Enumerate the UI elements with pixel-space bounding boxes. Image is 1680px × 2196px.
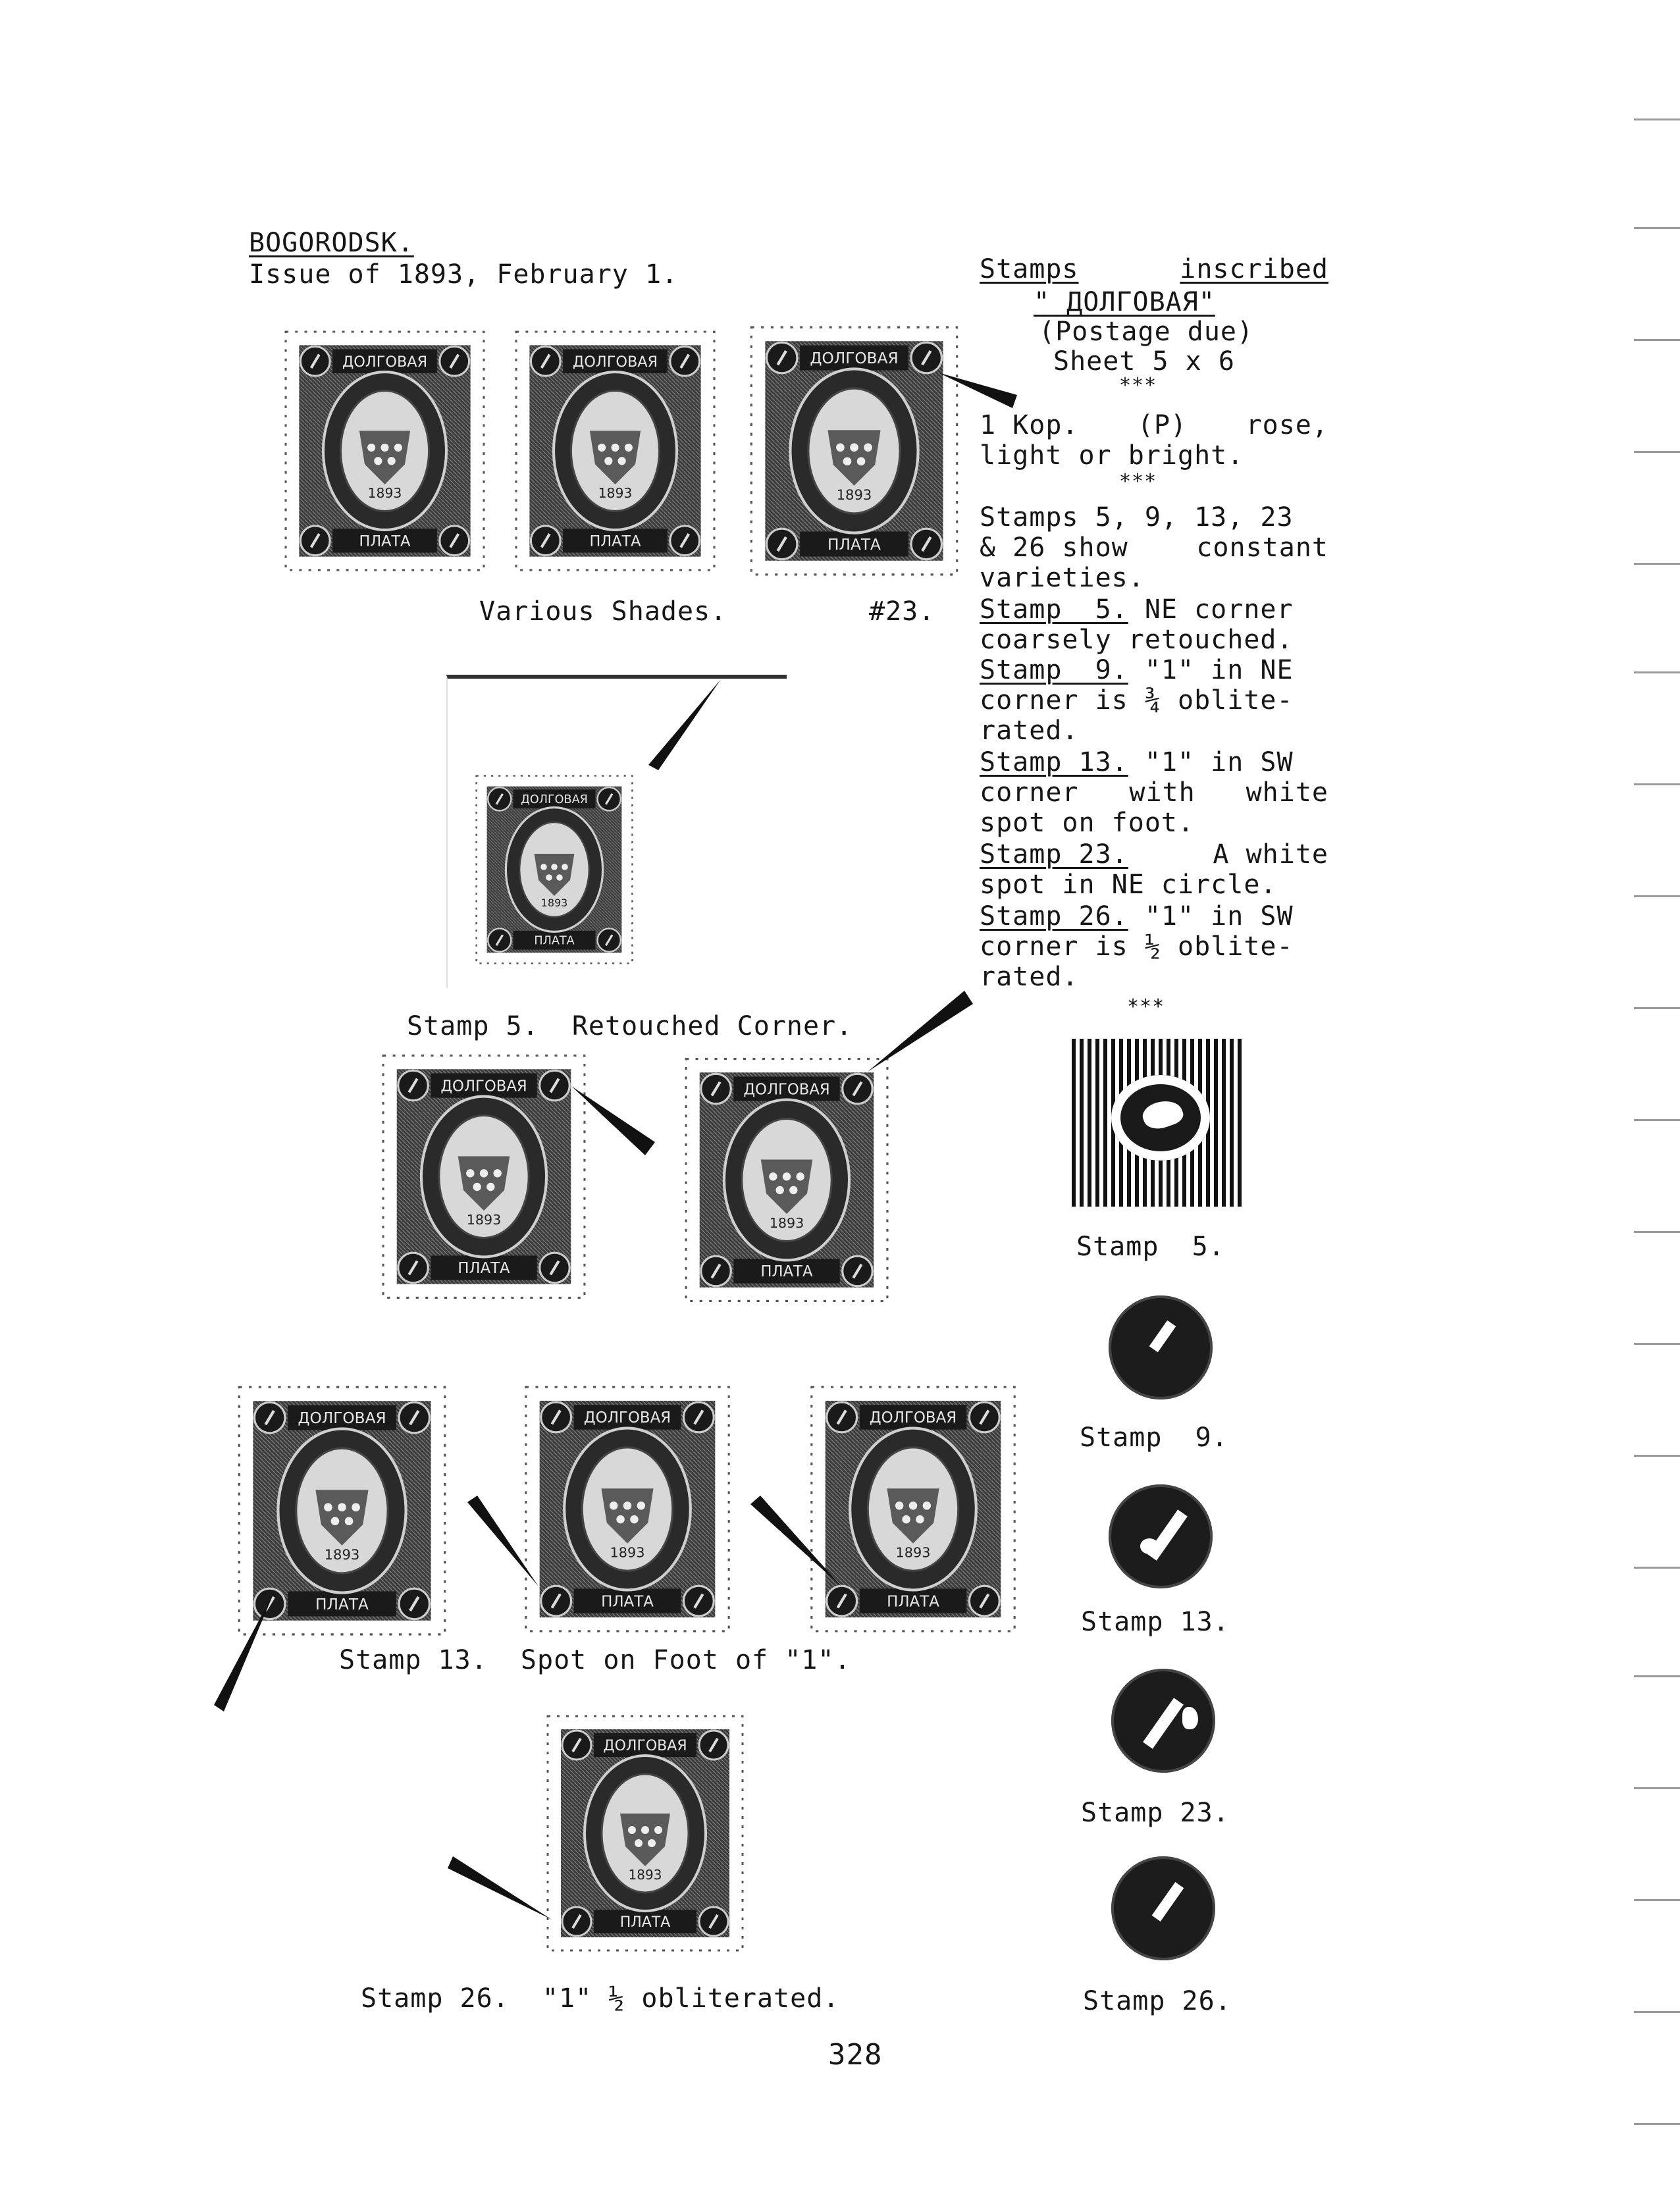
variety-9-title: Stamp 9. — [980, 655, 1128, 685]
variety-23-title: Stamp 23. — [980, 839, 1128, 870]
caption-stamp5-retouched: Stamp 5. Retouched Corner. — [407, 1011, 853, 1041]
variety-23-text: A white — [1213, 839, 1328, 870]
one-glyph-23 — [1143, 1698, 1184, 1748]
label-detail-9: Stamp 9. — [1080, 1423, 1228, 1453]
page-number: 328 — [828, 2038, 883, 2072]
postage-due-label: (Postage due) — [1039, 317, 1254, 347]
inscribed-right: inscribed — [1180, 254, 1328, 284]
pointer-retouched-2 — [868, 991, 973, 1072]
label-detail-13: Stamp 13. — [1081, 1607, 1230, 1637]
variety-9-line3: rated. — [980, 716, 1079, 746]
inscription-text: " ДОЛГОВАЯ" — [1034, 287, 1215, 317]
pointer-5 — [648, 679, 721, 770]
pointer-13a — [214, 1590, 275, 1712]
varieties-intro-3: varieties. — [980, 563, 1145, 593]
sheet-size: Sheet 5 x 6 — [1053, 346, 1235, 377]
value-print: (P) — [1137, 410, 1188, 440]
variety-9-text: "1" in NE — [1128, 655, 1294, 685]
label-detail-23: Stamp 23. — [1081, 1798, 1230, 1828]
detail-circle-13 — [1109, 1484, 1213, 1588]
varieties-a: & 26 show — [980, 533, 1128, 563]
variety-13-b: with — [1129, 777, 1195, 808]
variety-26-line3: rated. — [980, 962, 1079, 992]
stars-divider: *** — [1127, 995, 1165, 1018]
variety-26-line2: corner is ½ oblite- — [980, 931, 1294, 962]
value-shade: light or bright. — [980, 440, 1244, 471]
inscribed-left: Stamps — [980, 254, 1079, 284]
issue-date: Issue of 1893, February 1. — [249, 259, 679, 290]
variety-13-text: "1" in SW — [1128, 747, 1294, 777]
variety-26-text: "1" in SW — [1128, 901, 1294, 931]
variety-5-title: Stamp 5. — [980, 594, 1128, 625]
variety-13-line3: spot on foot. — [980, 808, 1195, 838]
pointer-26 — [448, 1856, 552, 1920]
variety-13-c: white — [1246, 777, 1328, 808]
variety-23-line2: spot in NE circle. — [980, 870, 1277, 900]
variety-9-line2: corner is ¾ oblite- — [980, 685, 1294, 716]
varieties-intro: Stamps 5, 9, 13, 23 — [980, 502, 1294, 533]
variety-5-line2: coarsely retouched. — [980, 625, 1294, 655]
variety-13-a: corner — [980, 777, 1079, 808]
detail-stamp-5 — [1072, 1039, 1244, 1207]
label-detail-26: Stamp 26. — [1083, 1986, 1232, 2016]
detail-circle-26 — [1111, 1856, 1215, 1960]
stars-divider: *** — [1119, 374, 1157, 397]
caption-stamp13-spot: Stamp 13. Spot on Foot of "1". — [339, 1645, 851, 1675]
pointer-13b — [467, 1496, 538, 1586]
white-spot-13 — [1140, 1538, 1159, 1554]
variety-26-title: Stamp 26. — [980, 901, 1128, 931]
stars-divider: *** — [1119, 470, 1157, 493]
label-detail-5: Stamp 5. — [1076, 1232, 1225, 1262]
caption-stamp26: Stamp 26. "1" ½ obliterated. — [361, 1983, 840, 2014]
value-color: rose, — [1246, 410, 1328, 440]
town-heading: BOGORODSK. — [249, 228, 414, 258]
pointer-retouched-1 — [571, 1086, 655, 1155]
detail-circle-9 — [1109, 1295, 1213, 1399]
caption-no23: #23. — [869, 596, 935, 627]
varieties-b: constant — [1196, 533, 1328, 563]
variety-5-text: NE corner — [1128, 594, 1294, 625]
variety-13-title: Stamp 13. — [980, 747, 1128, 777]
white-spot-23 — [1182, 1707, 1198, 1729]
pointer-23 — [938, 373, 1017, 408]
caption-various-shades: Various Shades. — [479, 596, 727, 627]
detail-circle-23 — [1111, 1669, 1215, 1773]
value-denomination: 1 Kop. — [980, 410, 1079, 440]
one-glyph-26 — [1152, 1882, 1184, 1922]
one-glyph-9 — [1149, 1320, 1176, 1352]
pointer-13c — [750, 1496, 841, 1586]
